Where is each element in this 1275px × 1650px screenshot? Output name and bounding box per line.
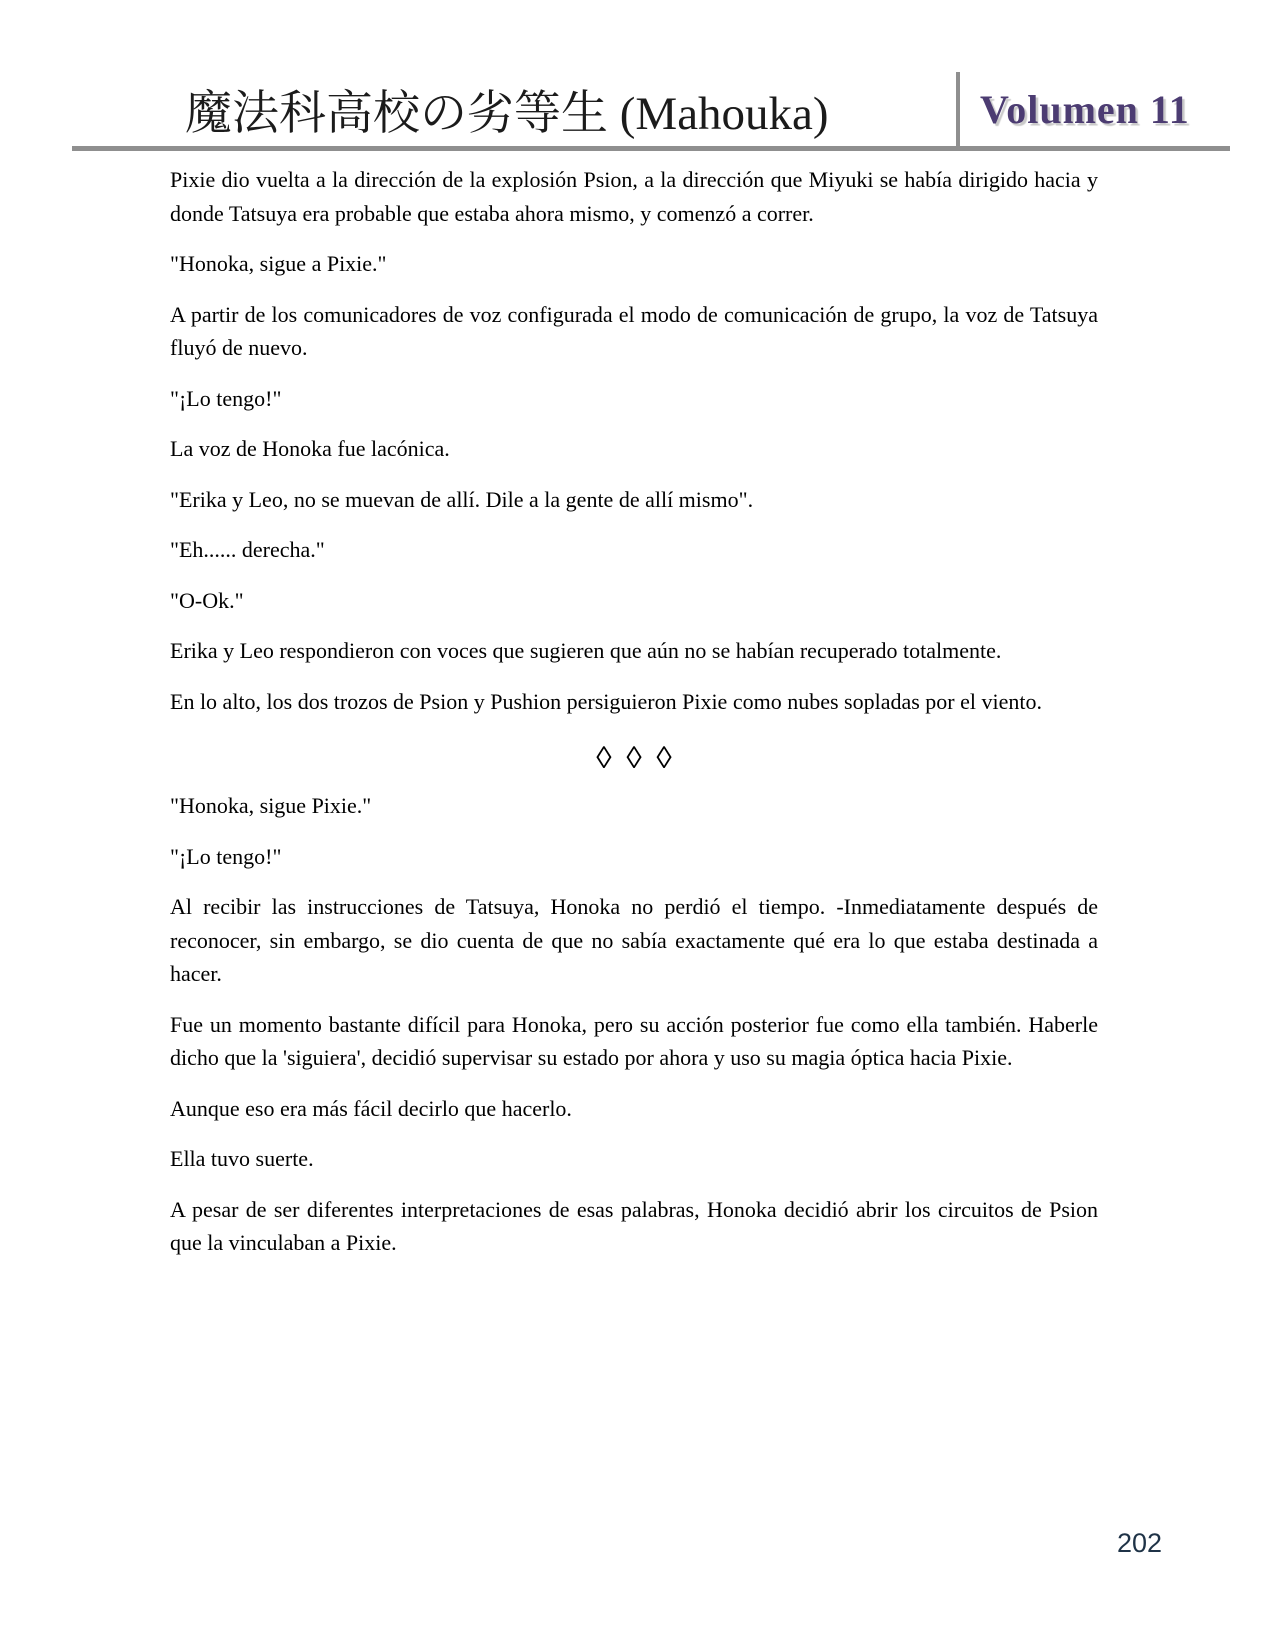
paragraph: Pixie dio vuelta a la dirección de la explosión Psion, a la dirección que Miyuki se había dirigido hacia y donde Tatsuya era probable que estaba ahora mismo, y comenzó a correr.: [170, 167, 1098, 226]
paragraph: Ella tuvo suerte.: [170, 1146, 314, 1171]
document-title: 魔法科高校の劣等生 (Mahouka): [185, 88, 829, 141]
scene-separator: ◊ ◊ ◊: [596, 740, 672, 775]
page-number: 202: [1116, 1528, 1162, 1558]
header-title-area: [72, 89, 956, 146]
paragraph: Erika y Leo respondieron con voces que sugieren que aún no se habían recuperado totalmente.: [170, 638, 1002, 663]
paragraph: "Honoka, sigue a Pixie.": [170, 251, 387, 276]
paragraph: La voz de Honoka fue lacónica.: [170, 436, 450, 461]
paragraph: Al recibir las instrucciones de Tatsuya, Honoka no perdió el tiempo. -Inmediatamente después de reconocer, sin embargo, se dio cuenta de que no sabía exactamente qué era lo que estaba destinada a hacer.: [170, 894, 1098, 986]
paragraph: En lo alto, los dos trozos de Psion y Pushion persiguieron Pixie como nubes sopladas por el viento.: [170, 688, 1042, 714]
paragraph: Fue un momento bastante difícil para Honoka, pero su acción posterior fue como ella también. Haberle dicho que la 'siguiera', decidió supervisar su estado por ahora y uso su magia óptica hacia Pixie.: [170, 1011, 1098, 1070]
volume-label: Volumen 11: [980, 86, 1190, 132]
paragraph: "¡Lo tengo!": [170, 843, 282, 869]
paragraph: "Eh...... derecha.": [170, 537, 325, 562]
paragraph: "Erika y Leo, no se muevan de allí. Dile a la gente de allí mismo".: [170, 486, 754, 512]
paragraph: "¡Lo tengo!": [170, 385, 282, 411]
paragraph: "O-Ok.": [170, 587, 244, 613]
volume-badge: [956, 72, 1190, 146]
paragraph: Aunque eso era más fácil decirlo que hacerlo.: [170, 1095, 572, 1121]
paragraph: "Honoka, sigue Pixie.": [170, 793, 372, 818]
paragraph: A pesar de ser diferentes interpretaciones de esas palabras, Honoka decidió abrir los circuitos de Psion que la vinculaban a Pixie.: [170, 1196, 1098, 1255]
page-header: [72, 0, 1230, 151]
paragraph: A partir de los comunicadores de voz configurada el modo de comunicación de grupo, la voz de Tatsuya fluyó de nuevo.: [170, 301, 1098, 360]
document-body: [170, 163, 1098, 1277]
